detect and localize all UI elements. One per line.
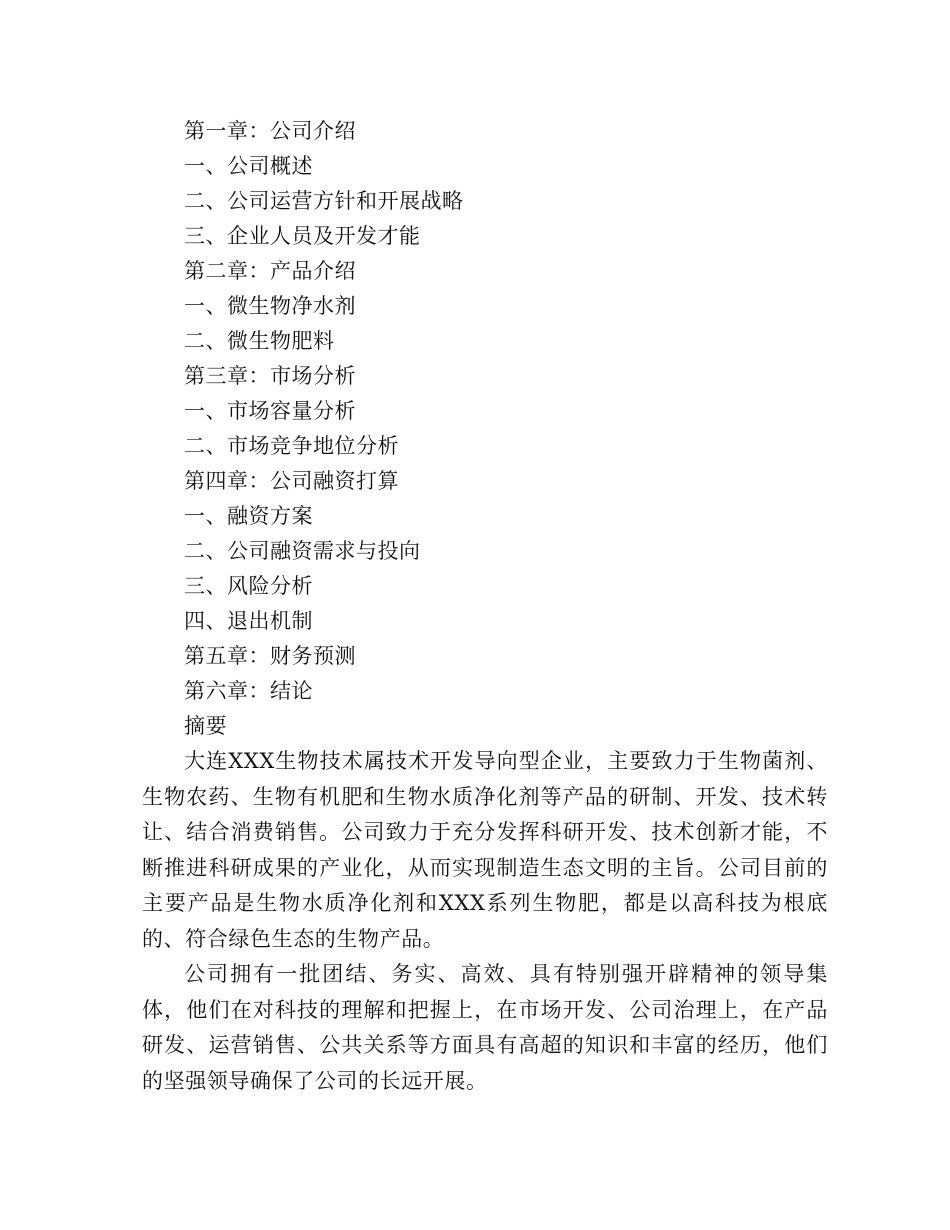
abstract-paragraph-1: 大连XXX生物技术属技术开发导向型企业，主要致力于生物菌剂、生物农药、生物有机肥和生物水质净化剂等产品的研制、开发、技术转让、结合消费销售。公司致力于充分发挥科研开发、技术创新才能，不断推进科研成果的产业化，从而实现制造生态文明的主旨。公司目前的主要产品是生物水质净化剂和XXX系列生物肥，都是以高科技为根底的、符合绿色生态的生物产品。 <box>142 749 828 951</box>
toc-item: 二、公司融资需求与投向 <box>184 539 421 563</box>
toc-chapter-3: 第三章：市场分析 <box>184 364 356 388</box>
toc-item: 三、风险分析 <box>184 574 313 598</box>
toc-item: 二、市场竞争地位分析 <box>184 434 399 458</box>
toc-item: 二、微生物肥料 <box>184 329 335 353</box>
toc-chapter-1: 第一章：公司介绍 <box>184 119 356 143</box>
toc-item: 三、企业人员及开发才能 <box>184 224 421 248</box>
toc-item: 一、公司概述 <box>184 154 313 178</box>
table-of-contents <box>184 114 824 744</box>
toc-chapter-5: 第五章：财务预测 <box>184 644 356 668</box>
abstract-heading: 摘要 <box>184 714 227 738</box>
abstract-body <box>142 744 828 1099</box>
toc-item: 四、退出机制 <box>184 609 313 633</box>
toc-chapter-6: 第六章：结论 <box>184 679 313 703</box>
toc-item: 一、融资方案 <box>184 504 313 528</box>
toc-item: 二、公司运营方针和开展战略 <box>184 189 464 213</box>
toc-chapter-4: 第四章：公司融资打算 <box>184 469 399 493</box>
toc-item: 一、微生物净水剂 <box>184 294 356 318</box>
toc-item: 一、市场容量分析 <box>184 399 356 423</box>
abstract-paragraph-2: 公司拥有一批团结、务实、高效、具有特别强开辟精神的领导集体，他们在对科技的理解和把握上，在市场开发、公司治理上，在产品研发、运营销售、公共关系等方面具有高超的知识和丰富的经历，他们的坚强领导确保了公司的长远开展。 <box>142 962 828 1093</box>
toc-chapter-2: 第二章：产品介绍 <box>184 259 356 283</box>
